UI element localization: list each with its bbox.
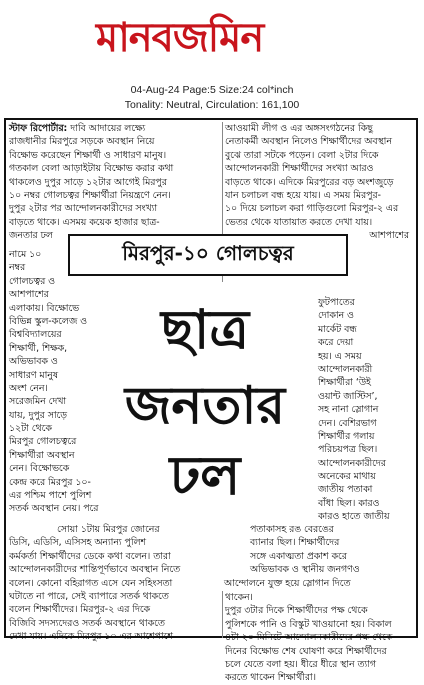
article-line: বাড়তে থাকে। এদিকে মিরপুরের বড় অংশজুড়ে	[225, 176, 394, 188]
article-line: বিক্ষোভ করেছেন শিক্ষার্থী ও সাধারণ মানুষ।	[9, 149, 167, 161]
article-line: শিক্ষার্থীরা অবস্থান	[9, 449, 75, 461]
article-line: সহ নানা স্লোগান	[318, 404, 379, 416]
article-line: চলে যেতে বলা হয়। ধীরে ধীরে স্থান ত্যাগ	[225, 658, 376, 670]
article-line: দিনের বিক্ষোভ শেষ ঘোষণা করে শিক্ষার্থীদের	[225, 645, 387, 657]
article-line: বিজিবি সদস্যদেরও সতর্ক অবস্থানে থাকতে	[9, 617, 165, 629]
article-line: শিক্ষার্থীর গলায়	[318, 430, 375, 442]
article-line: অভিভাবক ও	[9, 356, 58, 368]
article-column-middle-left	[9, 248, 99, 518]
article-line: আন্দোলনকারীদের শান্তিপূর্ণভাবে অবস্থান নিতে	[9, 564, 181, 576]
article-line: নেতাকর্মী অবস্থান নিলেও শিক্ষার্থীদের অবস্থান	[225, 136, 392, 148]
article-line: যায়, দুপুর সাড়ে	[9, 409, 67, 421]
newspaper-logo: মানবজমিন	[96, 15, 264, 61]
article-line: বিশ্ববিদ্যালয়ের	[9, 329, 62, 341]
article-line: জনতার ঢল	[9, 230, 53, 242]
article-line: সোয়া ১টায় মিরপুর জোনের	[57, 524, 160, 535]
article-line: দুপুর ৩টার দিকে শিক্ষার্থীদের পক্ষ থেকে	[225, 605, 368, 617]
article-line: ১০ নম্বর গোলচত্বর শিক্ষার্থীরা নিয়ন্ত্রণে নেন।	[9, 189, 171, 201]
article-line: ফুটপাতের	[318, 297, 355, 308]
article-line: বিভিন্ন স্কুল-কলেজ ও	[9, 315, 87, 327]
headline-line-3: ঢল	[169, 444, 241, 507]
article-column-bottom-left	[9, 523, 221, 643]
article-line: ৪টা ২০ মিনিটে আন্দোলনকারীদের পক্ষ থেকে	[225, 632, 393, 644]
article-line: নেন। বিক্ষোভকে	[9, 463, 70, 475]
article-line: নম্বর	[9, 262, 26, 274]
article-line-wide: আন্দোলনে যুক্ত হয়ে স্লোগান দিতে	[224, 578, 351, 589]
article-line: বাড়তে থাকে। এসময় কয়েক হাজার ছাত্র-	[9, 216, 160, 228]
article-line: বাঁধা ছিল। কারও	[318, 497, 380, 509]
article-line: সরেজমিন দেখা	[9, 396, 67, 408]
headline-line-1: ছাত্র	[160, 298, 250, 361]
article-line: ১২টা থেকে	[9, 423, 52, 435]
headline-line-2: জনতার	[124, 376, 286, 436]
article-line: স্টাফ রিপোর্টার: দাবি আদায়ের লক্ষ্যে	[9, 123, 146, 134]
article-line: বলেন শিক্ষার্থীদের। মিরপুর-২ এর দিকে	[9, 604, 151, 616]
article-line: করে দেয়া	[318, 337, 354, 349]
article-line: অংশ নেন।	[9, 382, 48, 394]
article-line: মিরপুর গোলচত্বরে	[9, 436, 77, 448]
article-line: পরিচয়পত্র ছিল।	[318, 444, 378, 456]
article-line: থাকেন।	[225, 592, 253, 603]
article-line: গতকাল বেলা আড়াইটায় বিক্ষোভ করার কথা	[9, 163, 174, 175]
article-line: অনেকের মাথায়	[318, 471, 376, 483]
article-line: ওয়ান্ট জাস্টিস’,	[318, 390, 378, 402]
article-line: পতাকাসহ রঙ বেরঙের	[250, 524, 334, 535]
clip-metadata-date-page: 04-Aug-24 Page:5 Size:24 col*inch	[130, 84, 294, 96]
article-line: শিক্ষার্থীরা ‘উই	[318, 377, 371, 389]
article-line: ১০ দিয়ে চলাচল করা গাড়িগুলো মিরপুর-২ এর	[225, 203, 399, 215]
article-line: বুঝে তারা সটকে পড়েন। বেলা ২টার দিকে	[225, 149, 379, 161]
article-line: সতর্ক অবস্থান নেয়। পরে	[9, 503, 99, 515]
article-line: শিক্ষার্থী, শিক্ষক,	[9, 342, 68, 354]
article-line: দেন। বেশিরভাগ	[318, 417, 377, 429]
article-line: দোকান ও	[318, 310, 354, 322]
article-line: যান চলাচল বন্ধ হয়ে যায়। এ সময় মিরপুর-	[225, 189, 381, 201]
article-line: এলাকায়। বিক্ষোভে	[9, 302, 80, 314]
article-line: এর পশ্চিম পাশে পুলিশ	[9, 490, 92, 502]
news-clipping	[0, 118, 424, 684]
article-line: ঘটাতে না পারে, সেই ব্যাপারে সতর্ক থাকতে	[9, 590, 169, 602]
article-line: কারও হাতে জাতীয়	[318, 511, 390, 523]
article-line: থাকলেও দুপুর সাড়ে ১২টার আগেই মিরপুর	[9, 176, 167, 188]
clip-metadata-tonality: Tonality: Neutral, Circulation: 161,100	[124, 99, 300, 111]
article-line: আশপাশের	[369, 230, 409, 242]
article-line: ভেতর থেকে যাতায়াত করতে দেখা যায়।	[225, 216, 373, 228]
article-line: কর্মকর্তা শিক্ষার্থীদের ডেকে কথা বলেন। তারা	[9, 550, 171, 562]
article-line: সাধারণ মানুষ	[9, 369, 58, 381]
byline: স্টাফ রিপোর্টার:	[9, 123, 68, 134]
article-line: বলেন। কোনো বহিরাগত এসে যেন সহিংসতা	[9, 577, 173, 589]
article-line: মার্কেট বন্ধ	[318, 323, 357, 335]
article-line: করতে থাকেন শিক্ষার্থীরা।	[225, 672, 316, 684]
article-line: সঙ্গে একাত্মতা প্রকাশ করে	[250, 550, 347, 562]
article-line: আন্দোলনকারী	[318, 363, 373, 375]
article-column-right-tail	[250, 523, 416, 583]
article-line: গোলচত্বর ও	[9, 275, 56, 287]
location-heading-box: মিরপুর-১০ গোলচত্বর	[68, 234, 348, 276]
article-line: দুপুর ২টার পর আন্দোলনকারীদের সংখ্যা	[9, 203, 158, 215]
masthead	[0, 0, 424, 78]
article-line: জাতীয় পতাকা	[318, 484, 373, 496]
article-line: আশপাশের	[9, 289, 49, 301]
article-line: নামে ১০	[9, 249, 42, 260]
article-line: আন্দোলনকারীদের	[318, 457, 386, 469]
article-line: আন্দোলনকারী শিক্ষার্থীদের সংখ্যা আরও	[225, 163, 374, 175]
article-line: আওয়ামী লীগ ও এর অঙ্গসংগঠনের কিছু	[225, 123, 373, 134]
article-line: ডিসি, এডিসি, এসিসহ অন্যান্য পুলিশ	[9, 537, 146, 549]
article-column-bottom-right	[222, 591, 421, 684]
article-line: হয়। এ সময়	[318, 350, 362, 362]
article-column-middle-right	[318, 296, 416, 526]
article-line: কেন্দ্র করে মিরপুর ১০-	[9, 476, 91, 488]
article-line: পুলিশকে পানি ও বিস্কুট খাওয়ানো হয়। বিকাল	[225, 618, 392, 630]
article-line: রাজধানীর মিরপুরে সড়কে অবস্থান নিয়ে	[9, 136, 155, 148]
article-line: অভিভাবক ও স্থানীয় জনগণও	[250, 564, 360, 576]
article-line: ব্যানার ছিল। শিক্ষার্থীদের	[250, 537, 340, 549]
article-line-cut: দেখা যায়। এদিকে মিরপুর ১০ এর আশেপাশে	[9, 631, 173, 642]
